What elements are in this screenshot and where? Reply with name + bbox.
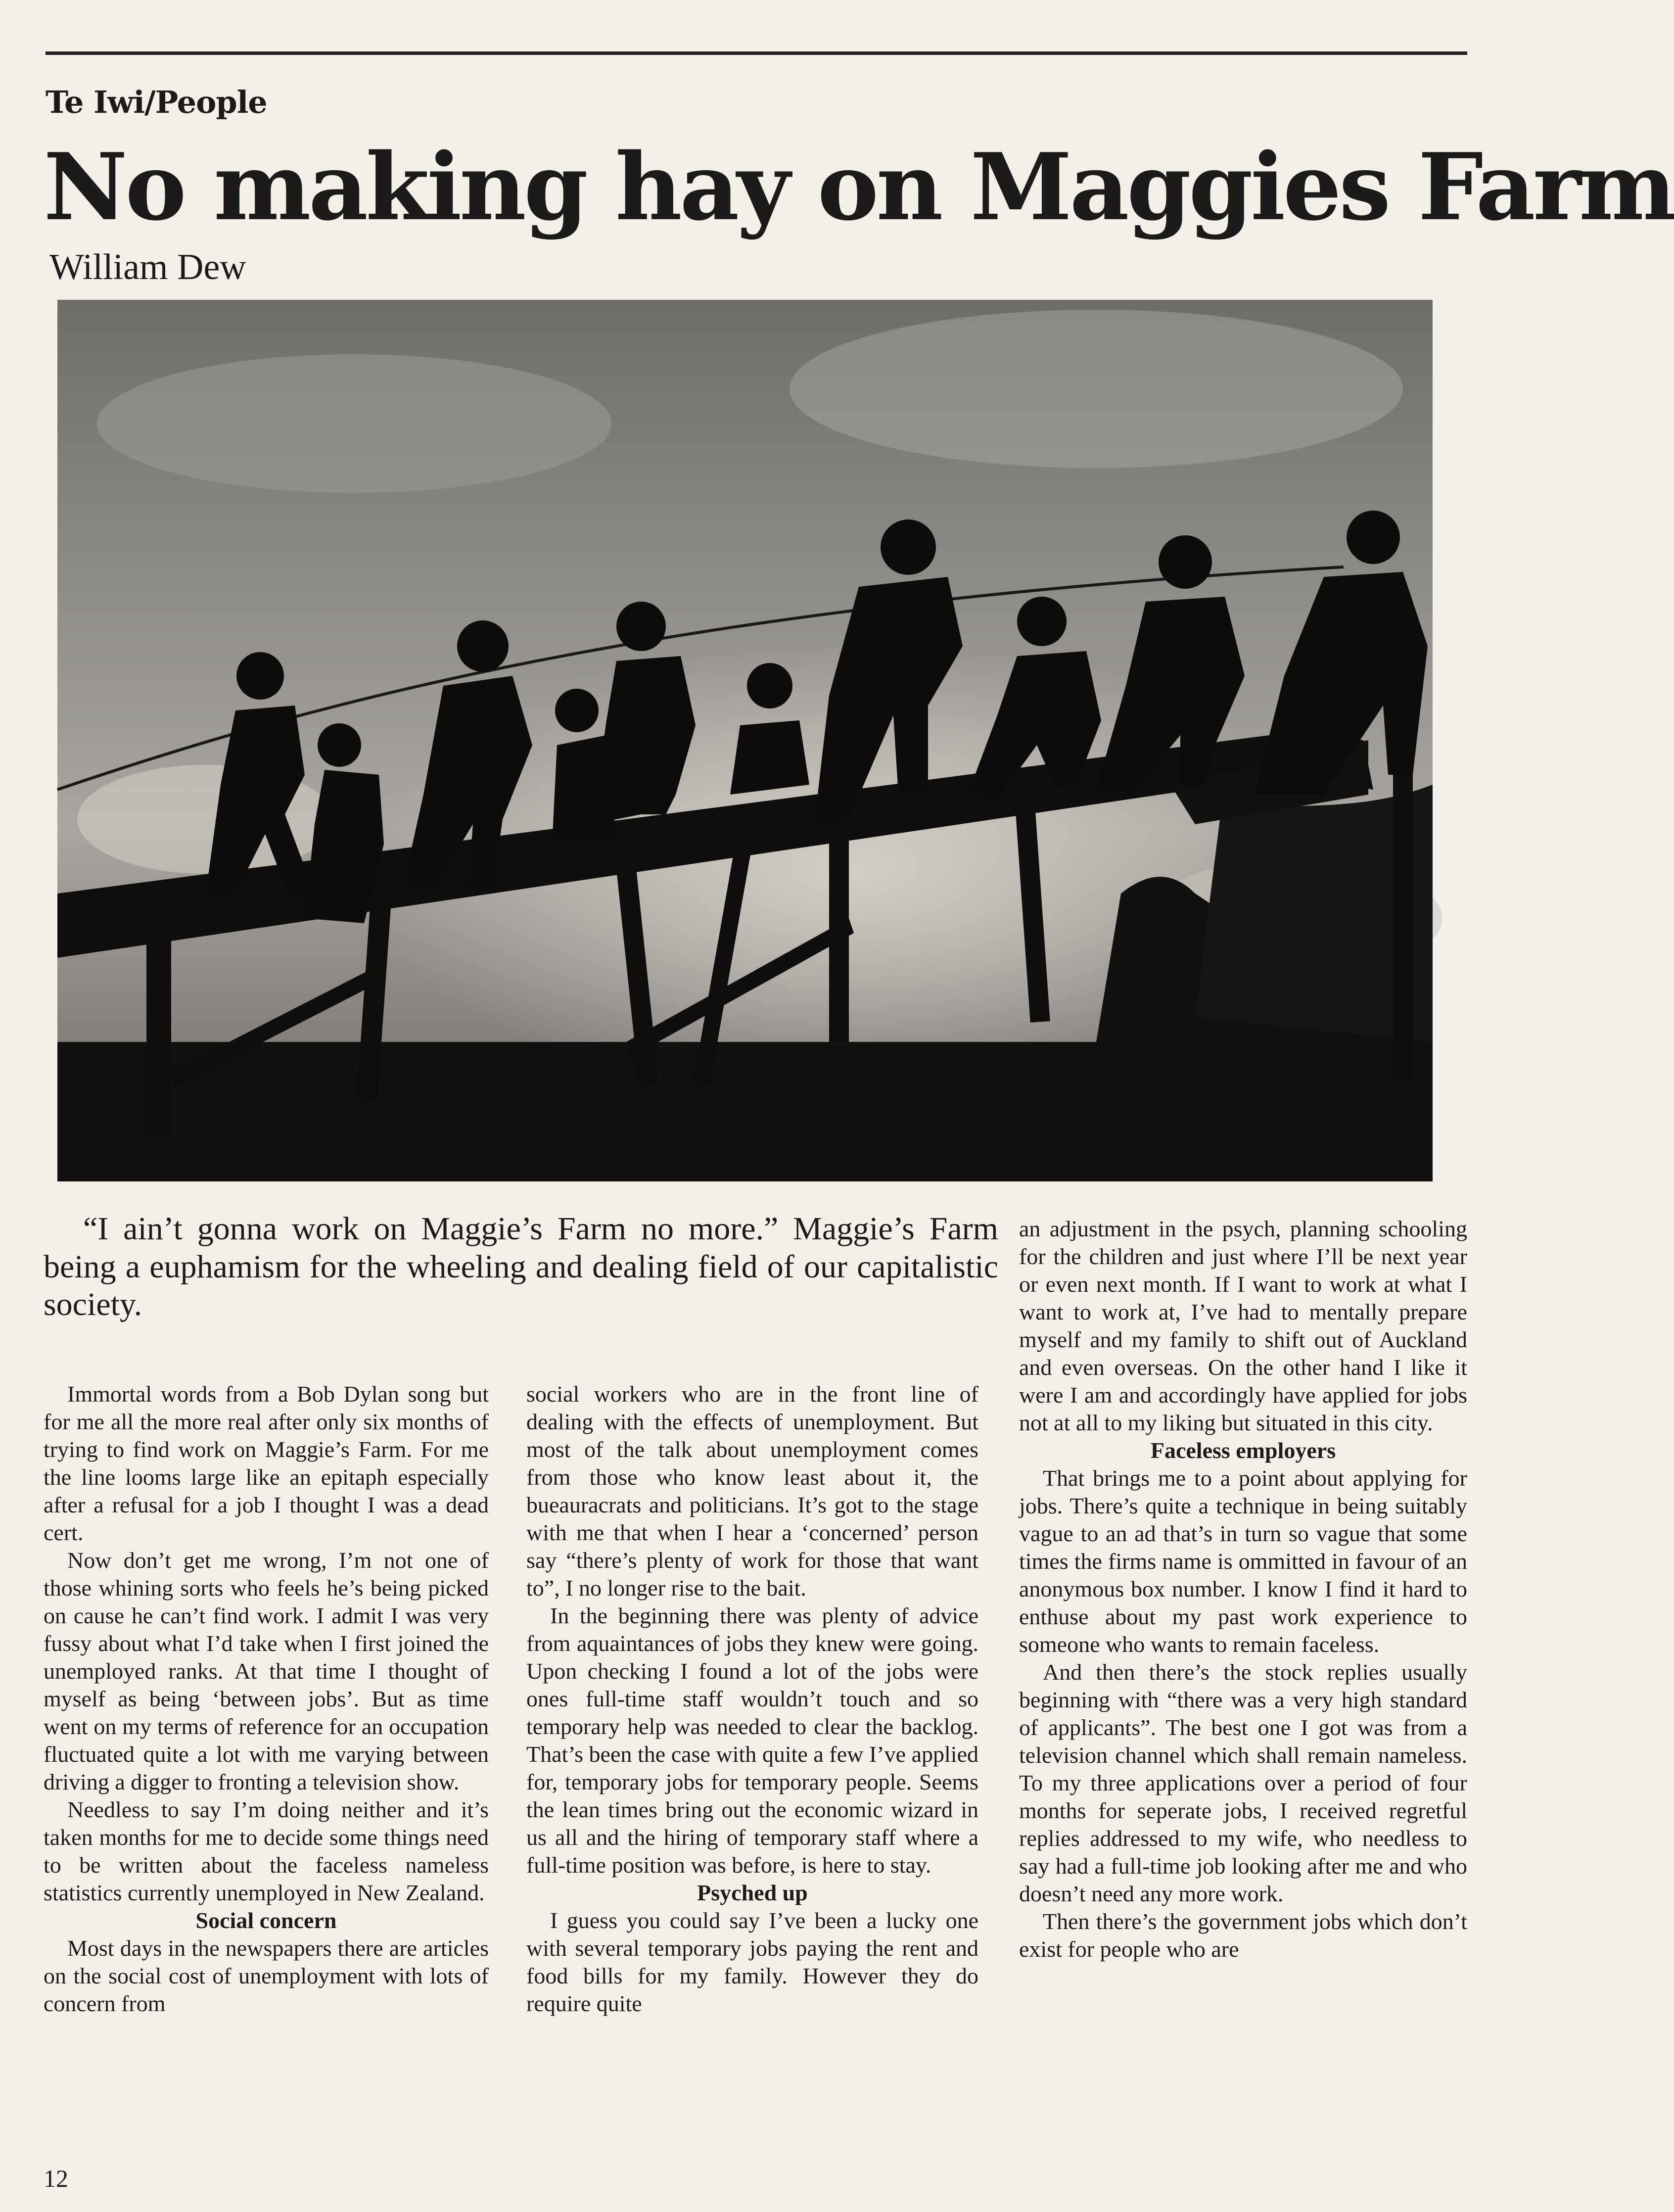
- article-headline: No making hay on Maggies Farm: [44, 133, 1674, 241]
- text-column-3: [1019, 1215, 1467, 1963]
- subheading: Faceless employers: [1150, 1438, 1336, 1463]
- paragraph: I guess you could say I’ve been a lucky one with several temporary jobs paying the rent and food bills for my family. However they do require quite: [526, 1908, 978, 2016]
- article-photo: [57, 300, 1433, 1181]
- top-rule: [46, 51, 1467, 55]
- subheading: Psyched up: [697, 1880, 808, 1905]
- paragraph: social workers who are in the front line of dealing with the effects of unemployment. But most of the talk about unemployment comes from those who know least about it, the bueauracrats and politicians. It’s got to the stage with me that when I hear a ‘concerned’ person say “there’s plenty of work for those that want to”, I no longer rise to the bait.: [526, 1381, 978, 1600]
- paragraph: Then there’s the government jobs which don’t exist for people who are: [1019, 1909, 1467, 1962]
- subheading: Social concern: [195, 1908, 337, 1933]
- paragraph: Immortal words from a Bob Dylan song but for me all the more real after only six months of trying to find work on Maggie’s Farm. For me the line looms large like an epitaph especially after a refusal for a job I thought I was a dead cert.: [44, 1381, 489, 1545]
- section-label: Te Iwi/People: [46, 84, 267, 120]
- paragraph: And then there’s the stock replies usually beginning with “there was a very high standard of applicants”. The best one I got was from a television channel which shall remain nameless. To my three applications over a period of four months for seperate jobs, I received regretful replies addressed to my wife, who needless to say had a full-time job looking after me and who doesn’t need any more work.: [1019, 1659, 1467, 1906]
- paragraph: Now don’t get me wrong, I’m not one of those whining sorts who feels he’s being picked on cause he can’t find work. I admit I was very fussy about what I’d take when I first joined the unemployed ranks. At that time I thought of myself as being ‘between jobs’. But as time went on my terms of reference for an occupation fluctuated quite a lot with me varying between driving a digger to fronting a television show.: [44, 1548, 489, 1794]
- page-number: 12: [44, 2165, 68, 2192]
- paragraph: Most days in the newspapers there are articles on the social cost of unemployment with lots of concern from: [44, 1935, 489, 2016]
- byline: William Dew: [49, 247, 246, 287]
- paragraph: Needless to say I’m doing neither and it’s taken months for me to decide some things need to be written about the faceless nameless statistics currently unemployed in New Zealand.: [44, 1797, 489, 1905]
- paragraph: That brings me to a point about applying for jobs. There’s quite a technique in being suitably vague to an ad that’s in turn so vague that some times the firms name is ommitted in favour of an anonymous box number. I know I find it hard to enthuse about my past work experience to someone who wants to remain faceless.: [1019, 1465, 1467, 1657]
- paragraph: an adjustment in the psych, planning schooling for the children and just where I’ll be next year or even next month. If I want to work at what I want to work at, I’ve had to mentally prepare myself and my family to shift out of Auckland and even overseas. On the other hand I like it were I am and accordingly have applied for jobs not at all to my liking but situated in this city.: [1019, 1216, 1467, 1435]
- text-column-2: [526, 1380, 978, 2018]
- article-deck: “I ain’t gonna work on Maggie’s Farm no more.” Maggie’s Farm being a euphamism for the wheeling and dealing field of our capitalistic society.: [44, 1211, 998, 1323]
- paragraph: In the beginning there was plenty of advice from aquaintances of jobs they knew were going. Upon checking I found a lot of the jobs were ones full-time staff wouldn’t touch and so temporary help was needed to clear the backlog. That’s been the case with quite a few I’ve applied for, temporary jobs for temporary people. Seems the lean times bring out the economic wizard in us all and the hiring of temporary staff where a full-time position was before, is here to stay.: [526, 1603, 978, 1878]
- text-column-1: [44, 1380, 489, 2018]
